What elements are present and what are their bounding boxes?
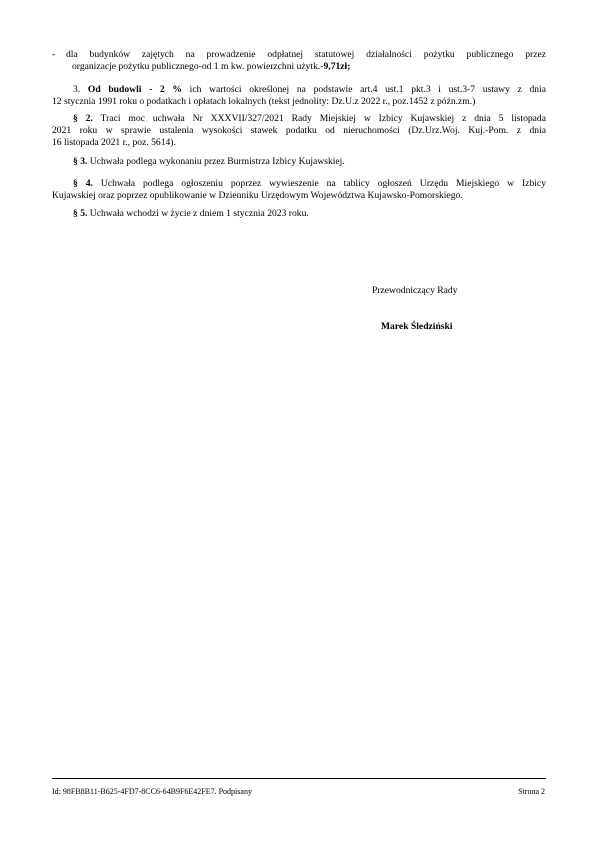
section-3-line [52, 156, 546, 168]
bullet-line-1 [52, 49, 546, 61]
footer-document-id: Id: 98FB8B11-B625-4FD7-8CC6-64B9F6E42FE7. Podpisany [52, 787, 252, 796]
section-4-label: § 4. [73, 178, 93, 189]
section-3-text: Uchwała podlega wykonaniu przez Burmistrza Izbicy Kujawskiej. [89, 156, 345, 167]
signature-name: Marek Śledziński [381, 321, 453, 332]
bullet-line-2 [52, 61, 546, 73]
bullet-dash: - [52, 49, 56, 60]
footer-divider [52, 778, 546, 779]
section-2-label: § 2. [73, 113, 93, 124]
section-3-label: § 3. [73, 156, 88, 167]
section-4-text-1: Uchwała podlega ogłoszeniu poprzez wywieszenie na tablicy ogłoszeń Urzędu Miejskiego w Izbicy [100, 178, 546, 189]
paragraph-3-line-2: 12 stycznia 1991 roku o podatkach i opłatach lokalnych (tekst jednolity: Dz.U.z 2022 r., poz.1452 z późn.zm.) [52, 96, 476, 107]
section-2 [52, 113, 546, 149]
footer-page-number: Strona 2 [518, 787, 545, 796]
paragraph-3-number: 3. [73, 84, 81, 95]
bullet-text-1: dla budynków zajętych na prowadzenie odpłatnej statutowej działalności pożytku publicznego przez [66, 49, 546, 60]
bullet-amount: 9,71zł; [323, 61, 351, 72]
section-2-line-2: 2021 roku w sprawie ustalenia wysokości stawek podatku od nieruchomości (Dz.Urz.Woj. Kuj.-Pom. z dnia [52, 125, 546, 136]
paragraph-3-structures [52, 84, 546, 108]
section-5 [52, 208, 546, 220]
paragraph-3-rate: Od budowli - 2 % [87, 84, 182, 95]
section-4-line-2: Kujawskiej oraz poprzez opublikowanie w Dzienniku Urzędowym Województwa Kujawsko-Pomorskiego. [52, 190, 463, 201]
section-2-line-3: 16 listopada 2021 r., poz. 5614). [52, 137, 176, 148]
paragraph-3-text-1: ich wartości określonej na podstawie art.4 ust.1 pkt.3 i ust.3-7 ustawy z dnia [189, 84, 546, 95]
signature-title: Przewodniczący Rady [372, 285, 458, 296]
section-3 [52, 156, 546, 168]
section-5-label: § 5. [73, 208, 88, 219]
section-5-line [52, 208, 546, 220]
section-5-text: Uchwała wchodzi w życie z dniem 1 stycznia 2023 roku. [89, 208, 309, 219]
bullet-text-2: organizacje pożytku publicznego-od 1 m kw. powierzchni użytk.- [72, 61, 324, 72]
bullet-item-public-benefit [52, 49, 546, 73]
paragraph-3-line-1 [52, 84, 546, 96]
section-2-text-1: Traci moc uchwała Nr XXXVII/327/2021 Rady Miejskiej w Izbicy Kujawskiej z dnia 5 listopada [100, 113, 546, 124]
section-2-line-1 [52, 113, 546, 125]
section-4 [52, 178, 546, 202]
section-4-line-1 [52, 178, 546, 190]
